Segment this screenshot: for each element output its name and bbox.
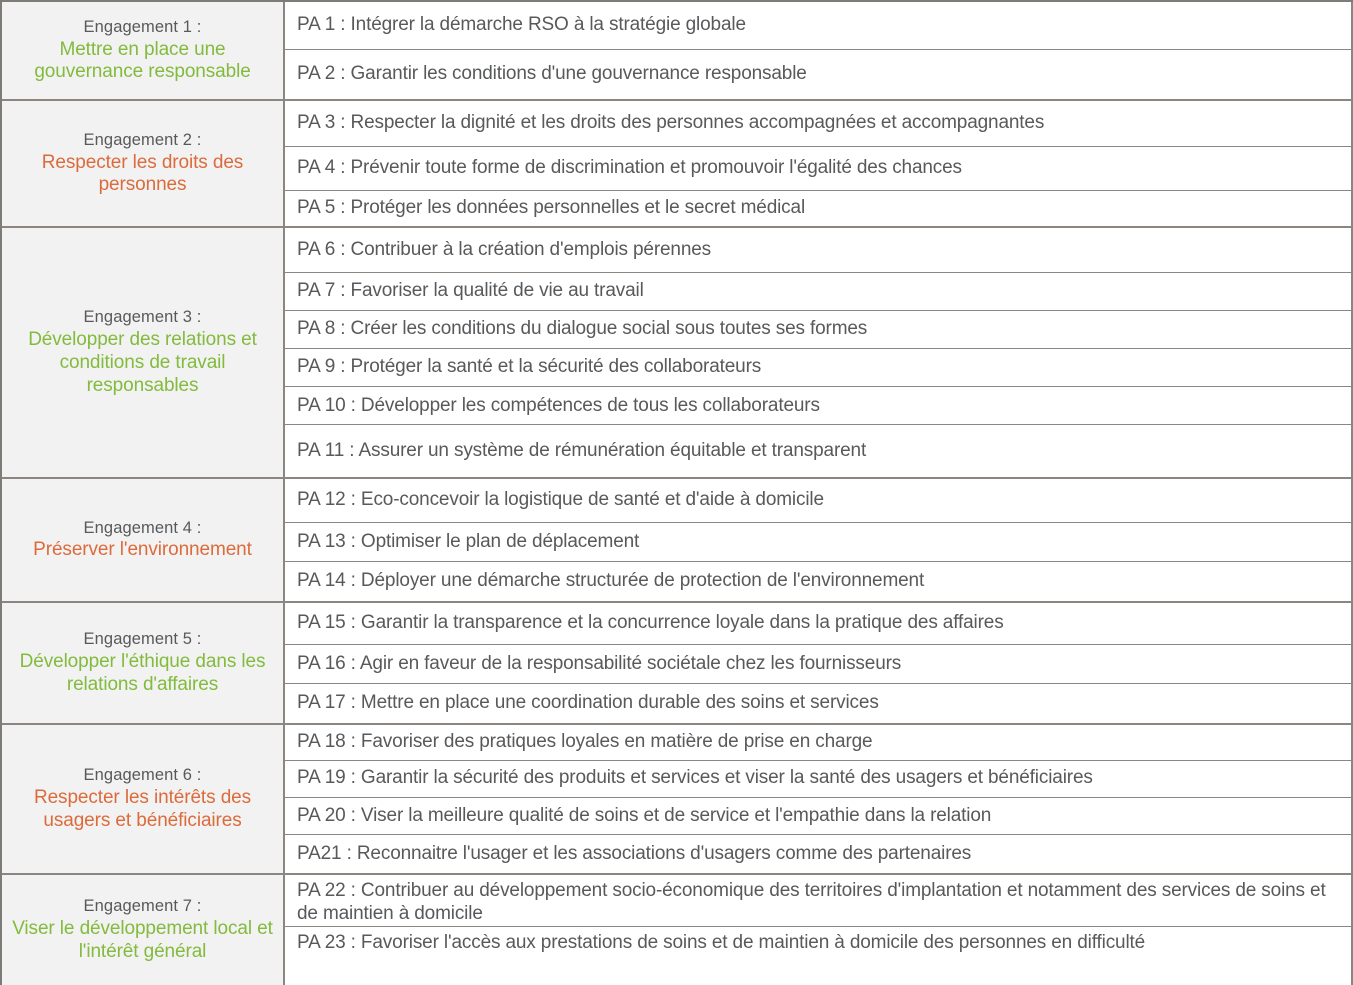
action-plan-row: PA 18 : Favoriser des pratiques loyales en matière de prise en charge (285, 725, 1353, 761)
engagement-title: Respecter les intérêts des usagers et bénéficiaires (33, 787, 252, 831)
action-plan-row: PA 2 : Garantir les conditions d'une gouvernance responsable (285, 50, 1353, 99)
action-plan-row: PA 7 : Favoriser la qualité de vie au travail (285, 273, 1353, 311)
engagement-block (2, 479, 1353, 603)
action-plan-row: PA 16 : Agir en faveur de la responsabilité sociétale chez les fournisseurs (285, 645, 1353, 685)
engagement-label-cell (2, 101, 285, 226)
action-plan-row: PA 8 : Créer les conditions du dialogue social sous toutes ses formes (285, 311, 1353, 349)
engagement-title: Viser le développement local et l'intérêt général (12, 918, 273, 962)
action-plan-list (285, 603, 1353, 723)
engagement-title: Développer des relations et conditions de travail responsables (28, 329, 257, 396)
engagement-title: Mettre en place une gouvernance responsable (34, 38, 251, 83)
action-plan-row: PA 13 : Optimiser le plan de déplacement (285, 523, 1353, 563)
action-plan-list (285, 2, 1353, 99)
engagement-label-cell (2, 725, 285, 873)
engagement-title: Respecter les droits des personnes (41, 151, 244, 196)
action-plan-list (285, 725, 1353, 873)
action-plan-row: PA 17 : Mettre en place une coordination durable des soins et services (285, 684, 1353, 723)
action-plan-row: PA 5 : Protéger les données personnelles et le secret médical (285, 191, 1353, 226)
action-plan-list (285, 228, 1353, 477)
engagement-number: Engagement 6 : (83, 766, 202, 785)
engagement-block (2, 101, 1353, 228)
action-plan-list (285, 101, 1353, 226)
engagement-block (2, 2, 1353, 101)
engagement-number: Engagement 4 : (83, 518, 202, 537)
action-plan-row: PA 14 : Déployer une démarche structurée de protection de l'environnement (285, 562, 1353, 601)
engagement-number: Engagement 3 : (83, 308, 202, 327)
action-plan-row: PA 11 : Assurer un système de rémunération équitable et transparent (285, 425, 1353, 477)
engagement-block (2, 875, 1353, 985)
action-plan-row: PA 3 : Respecter la dignité et les droits des personnes accompagnées et accompagnantes (285, 101, 1353, 147)
action-plan-row: PA21 : Reconnaitre l'usager et les associations d'usagers comme des partenaires (285, 835, 1353, 873)
engagement-title: Développer l'éthique dans les relations d'affaires (19, 651, 266, 695)
action-plan-list (285, 479, 1353, 601)
engagement-number: Engagement 1 : (83, 17, 202, 36)
action-plan-row: PA 9 : Protéger la santé et la sécurité des collaborateurs (285, 349, 1353, 388)
action-plan-row: PA 12 : Eco-concevoir la logistique de santé et d'aide à domicile (285, 479, 1353, 523)
engagement-block (2, 603, 1353, 725)
action-plan-row: PA 6 : Contribuer à la création d'emplois pérennes (285, 228, 1353, 273)
action-plan-row: PA 20 : Viser la meilleure qualité de soins et de service et l'empathie dans la relation (285, 798, 1353, 836)
engagement-number: Engagement 2 : (83, 130, 202, 149)
engagement-label-cell (2, 228, 285, 477)
action-plan-list (285, 875, 1353, 985)
action-plan-row: PA 22 : Contribuer au développement socio-économique des territoires d'implantation et notamment des services de soins et de maintien à domicile (285, 875, 1353, 927)
engagement-block (2, 228, 1353, 479)
engagement-block (2, 725, 1353, 875)
action-plan-row: PA 19 : Garantir la sécurité des produits et services et viser la santé des usagers et bénéficiaires (285, 761, 1353, 798)
action-plan-row: PA 10 : Développer les compétences de tous les collaborateurs (285, 387, 1353, 425)
action-plan-row: PA 1 : Intégrer la démarche RSO à la stratégie globale (285, 2, 1353, 50)
action-plan-row: PA 23 : Favoriser l'accès aux prestations de soins et de maintien à domicile des personnes en difficulté (285, 927, 1353, 985)
action-plan-row: PA 15 : Garantir la transparence et la concurrence loyale dans la pratique des affaires (285, 603, 1353, 645)
action-plan-row: PA 4 : Prévenir toute forme de discrimination et promouvoir l'égalité des chances (285, 147, 1353, 192)
engagement-label-cell (2, 875, 285, 985)
engagement-label-cell (2, 2, 285, 99)
engagement-label-cell (2, 479, 285, 601)
engagement-title: Préserver l'environnement (33, 539, 252, 561)
engagement-label-cell (2, 603, 285, 723)
engagement-number: Engagement 5 : (83, 630, 202, 649)
engagement-number: Engagement 7 : (83, 897, 202, 916)
